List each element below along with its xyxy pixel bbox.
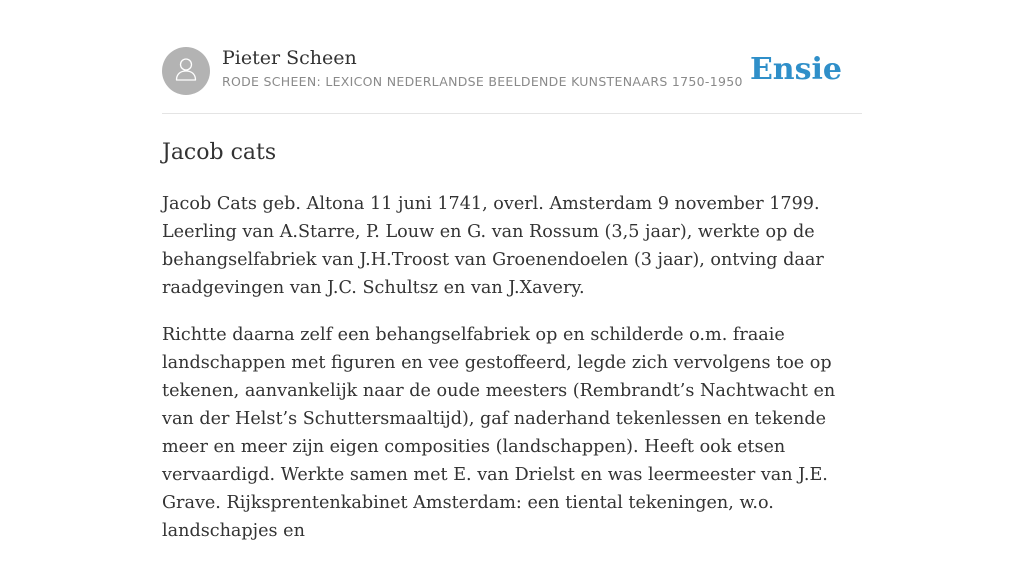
paragraph: Richtte daarna zelf een behangselfabriek op en schilderde o.m. fraaie landschappen met figuren en vee gestoffeerd, legde zich vervolgens toe op tekenen, aanvankelijk naar de oude meesters (Rembrandt’s Nachtwacht en van der Helst’s Schuttersmaaltijd), gaf naderhand tekenlessen en tekende meer en meer zijn eigen composities (landschappen). Heeft ook etsen vervaardigd. Werkte samen met E. van Drielst en was leermeester van J.E. Grave. Rijksprentenkabinet Amsterdam: een tiental tekeningen, w.o. landschapjes en	[162, 325, 836, 541]
author-name[interactable]: Pieter Scheen	[222, 47, 357, 69]
page-title: Jacob cats	[162, 140, 277, 165]
header-divider	[162, 113, 862, 114]
source-name[interactable]: RODE SCHEEN: LEXICON NEDERLANDSE BEELDENDE KUNSTENAARS 1750-1950	[222, 74, 743, 89]
user-icon	[171, 54, 201, 89]
article-body	[162, 190, 862, 564]
ensie-logo[interactable]: Ensie	[749, 52, 842, 87]
paragraph: Jacob Cats geb. Altona 11 juni 1741, overl. Amsterdam 9 november 1799. Leerling van A.Starre, P. Louw en G. van Rossum (3,5 jaar), werkte op de behangselfabriek van J.H.Troost van Groenendoelen (3 jaar), ontving daar raadgevingen van J.C. Schultsz en van J.Xavery.	[162, 194, 824, 298]
avatar[interactable]	[162, 47, 210, 95]
article-header	[162, 46, 862, 96]
